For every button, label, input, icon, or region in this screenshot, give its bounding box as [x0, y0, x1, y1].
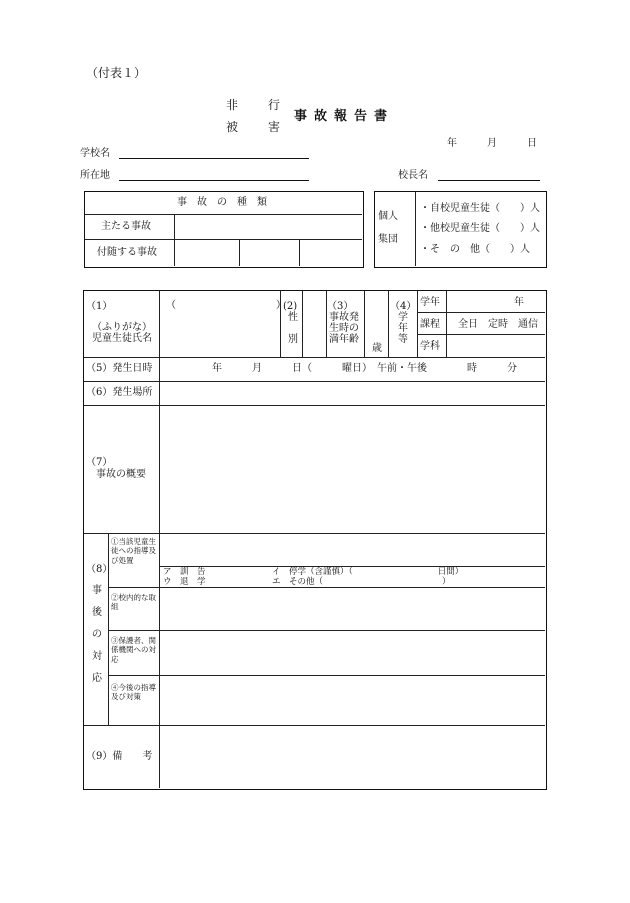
s3-line2: 生時の: [329, 323, 359, 334]
s4-line1: 学: [398, 312, 408, 323]
other-count: ・そ の 他（ ）人: [420, 244, 530, 255]
s1-label-furigana: （ふりがな）: [92, 322, 152, 333]
r1-option-u: ウ 退 学: [163, 577, 206, 587]
grade-unit: 年: [514, 297, 524, 308]
r1-option-a: ア 訓 告: [163, 567, 206, 577]
r1-option-i: イ 停学（含謹慎）（ 日間）: [272, 567, 464, 577]
accident-type-box: [84, 191, 364, 268]
r1-option-e: エ その他（ ）: [272, 577, 451, 587]
principal-field[interactable]: [438, 180, 540, 181]
r2-label: ②校内的な取組: [111, 593, 156, 612]
location-field[interactable]: [161, 383, 544, 404]
date-year: 年: [447, 138, 457, 149]
s5-label: （5）発生日時: [86, 363, 153, 374]
s6-label: （6）発生場所: [86, 387, 153, 398]
s8-number: （8）: [86, 564, 113, 575]
s3-line3: 満年齢: [329, 334, 359, 345]
school-name-field[interactable]: [119, 158, 309, 159]
s4-number: （4）: [390, 301, 417, 312]
r4-label: ④今後の指導及び対策: [111, 683, 156, 702]
main-accident-field[interactable]: [175, 215, 361, 238]
s1-number: （1）: [86, 301, 113, 312]
remarks-field[interactable]: [161, 727, 544, 787]
s8-char-3: の: [92, 629, 102, 640]
secondary-accident-label: 付随する事故: [97, 247, 157, 258]
s7-label: 事故の概要: [96, 469, 146, 480]
s1-label-name: 児童生徒氏名: [92, 333, 152, 344]
individual-label: 個人: [378, 211, 398, 222]
s8-char-1: 事: [92, 585, 102, 596]
s8-char-2: 後: [92, 607, 102, 618]
school-name-label: 学校名: [80, 148, 110, 159]
address-field[interactable]: [119, 180, 309, 181]
main-table: [83, 290, 547, 790]
higai-label: 被 害: [226, 120, 290, 134]
s3-number: （3）: [327, 301, 354, 312]
hikou-label: 非 行: [226, 98, 290, 112]
date-month: 月: [487, 138, 497, 149]
s8-char-5: 応: [92, 673, 102, 684]
page-title: 事故報告書: [294, 109, 395, 124]
s4-line2: 年: [398, 323, 408, 334]
s2-label-sex: 性: [288, 312, 298, 323]
r3-label: ③保護者、関係機関への対応: [111, 636, 156, 664]
student-name-field[interactable]: [161, 313, 279, 356]
s4-line3: 等: [398, 334, 408, 345]
dept-label: 学科: [420, 341, 440, 352]
other-school-count: ・他校児童生徒（ ）人: [420, 223, 540, 234]
s5-values: 年 月 日（ 曜日） 午前・午後 時 分: [212, 363, 517, 374]
age-unit: 歳: [372, 343, 382, 354]
grade-label: 学年: [420, 297, 440, 308]
s2-label-betsu: 別: [288, 334, 298, 345]
people-box: [374, 191, 547, 268]
s7-number: （7）: [86, 457, 113, 468]
s9-label: （9）備 考: [86, 751, 153, 762]
appendix-label: （付表１）: [86, 66, 147, 80]
s3-line1: 事故発: [329, 312, 359, 323]
course-options: 全日 定時 通信: [458, 319, 538, 330]
s2-number: (2): [283, 301, 298, 312]
course-label: 課程: [420, 319, 440, 330]
furigana-paren: （ ）: [166, 300, 286, 311]
principal-label: 校長名: [398, 170, 428, 181]
accident-type-heading: 事 故 の 種 類: [177, 197, 267, 208]
date-day: 日: [527, 138, 537, 149]
main-accident-label: 主たる事故: [101, 221, 151, 232]
group-label: 集団: [378, 234, 398, 245]
own-school-count: ・自校児童生徒（ ）人: [420, 203, 540, 214]
r1-label: ①当該児童生徒への指導及び処置: [111, 537, 156, 565]
s8-char-4: 対: [92, 651, 102, 662]
summary-field[interactable]: [161, 407, 544, 532]
address-label: 所在地: [80, 170, 110, 181]
